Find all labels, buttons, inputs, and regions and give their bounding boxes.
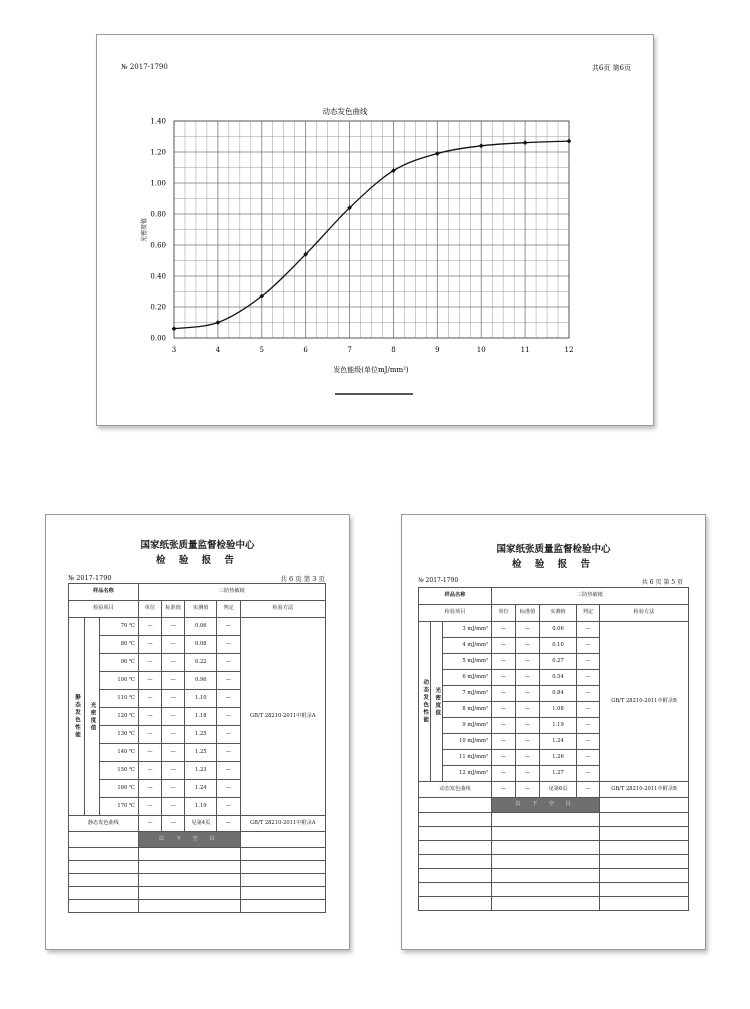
method-cell: GB/T 28210-2011中附录A xyxy=(240,618,325,816)
blank-cell xyxy=(492,897,600,911)
row-judge: — xyxy=(577,702,600,718)
header-item: 检验项目 xyxy=(69,601,139,618)
row-label: 8 mJ/mm² xyxy=(443,702,492,718)
data-point xyxy=(567,139,572,144)
x-tick-label: 6 xyxy=(303,346,308,354)
report-page-static xyxy=(45,514,350,950)
row-value: 1.19 xyxy=(540,718,577,734)
row-value: 1.25 xyxy=(185,726,217,744)
row-unit: — xyxy=(492,766,516,782)
row-unit: — xyxy=(138,762,161,780)
curve-row-value: 见第6页 xyxy=(540,782,577,798)
row-judge: — xyxy=(577,638,600,654)
end-marker: 以 下 空 白 xyxy=(492,798,600,813)
report-page-chart xyxy=(96,34,654,426)
row-value: 1.27 xyxy=(540,766,577,782)
row-std: — xyxy=(162,798,185,816)
footer-underline xyxy=(335,393,413,395)
row-label: 11 mJ/mm² xyxy=(443,750,492,766)
blank-cell xyxy=(138,900,240,913)
report-number: № 2017-1790 xyxy=(68,574,112,582)
x-tick-label: 8 xyxy=(391,346,396,354)
row-judge: — xyxy=(577,686,600,702)
header-std: 标准值 xyxy=(516,605,540,622)
row-unit: — xyxy=(492,702,516,718)
row-judge: — xyxy=(217,780,240,798)
header-judge: 判定 xyxy=(217,601,240,618)
blank-cell xyxy=(240,874,325,887)
row-value: 1.25 xyxy=(185,744,217,762)
blank-cell xyxy=(419,897,492,911)
row-unit: — xyxy=(138,708,161,726)
end-marker: 以 下 空 白 xyxy=(138,832,240,848)
blank-cell xyxy=(600,798,689,813)
row-label: 90 ℃ xyxy=(100,654,139,672)
blank-cell xyxy=(69,861,139,874)
row-unit: — xyxy=(138,672,161,690)
row-judge: — xyxy=(577,670,600,686)
row-label: 6 mJ/mm² xyxy=(443,670,492,686)
x-tick-label: 10 xyxy=(476,346,486,354)
row-label: 3 mJ/mm² xyxy=(443,622,492,638)
sample-value: 三防热敏纸 xyxy=(138,584,325,601)
row-judge: — xyxy=(577,654,600,670)
row-label: 5 mJ/mm² xyxy=(443,654,492,670)
blank-cell xyxy=(240,861,325,874)
x-tick-label: 4 xyxy=(215,346,221,354)
curve-row-std: — xyxy=(516,782,540,798)
row-judge: — xyxy=(577,718,600,734)
blank-cell xyxy=(600,855,689,869)
blank-cell xyxy=(138,874,240,887)
x-axis-label: 发色能级(单位mJ/mm²) xyxy=(333,366,409,374)
x-tick-label: 12 xyxy=(564,346,574,354)
report-page-dynamic xyxy=(401,514,706,950)
data-point xyxy=(172,326,177,331)
row-value: 1.19 xyxy=(185,798,217,816)
blank-cell xyxy=(138,887,240,900)
blank-cell xyxy=(419,855,492,869)
row-std: — xyxy=(516,734,540,750)
row-unit: — xyxy=(138,690,161,708)
row-unit: — xyxy=(138,726,161,744)
group-label: 静态发色性能 xyxy=(69,618,85,816)
row-label: 12 mJ/mm² xyxy=(443,766,492,782)
blank-cell xyxy=(600,869,689,883)
report-number: № 2017-1790 xyxy=(418,577,459,584)
header-unit: 单位 xyxy=(492,605,516,622)
page-info: 共6页 第6页 xyxy=(591,64,631,72)
blank-cell xyxy=(240,832,325,848)
row-std: — xyxy=(162,762,185,780)
row-std: — xyxy=(516,766,540,782)
row-value: 1.08 xyxy=(540,702,577,718)
y-tick-label: 0.60 xyxy=(150,241,166,250)
curve-row-std: — xyxy=(162,816,185,832)
row-std: — xyxy=(162,744,185,762)
row-value: 1.10 xyxy=(185,690,217,708)
curve-row-label: 静态发色曲线 xyxy=(69,816,139,832)
row-unit: — xyxy=(492,750,516,766)
report-number: № 2017-1790 xyxy=(121,63,168,71)
row-unit: — xyxy=(492,622,516,638)
page-info: 共 6 页 第 5 页 xyxy=(641,579,683,586)
row-label: 7 mJ/mm² xyxy=(443,686,492,702)
row-label: 120 ℃ xyxy=(100,708,139,726)
row-value: 0.06 xyxy=(540,622,577,638)
curve-row-method: GB/T 28210-2011中附录A xyxy=(240,816,325,832)
row-judge: — xyxy=(217,744,240,762)
row-judge: — xyxy=(217,672,240,690)
row-label: 10 mJ/mm² xyxy=(443,734,492,750)
blank-cell xyxy=(600,813,689,827)
row-unit: — xyxy=(492,638,516,654)
x-tick-label: 11 xyxy=(520,346,530,354)
blank-cell xyxy=(492,869,600,883)
row-std: — xyxy=(516,622,540,638)
blank-cell xyxy=(419,813,492,827)
row-judge: — xyxy=(577,622,600,638)
row-unit: — xyxy=(492,718,516,734)
sample-label: 样品名称 xyxy=(69,584,139,601)
row-std: — xyxy=(162,708,185,726)
row-value: 0.22 xyxy=(185,654,217,672)
x-tick-label: 7 xyxy=(347,346,352,354)
row-std: — xyxy=(516,750,540,766)
x-tick-label: 3 xyxy=(171,346,177,354)
org-title: 国家纸张质量监督检验中心 xyxy=(140,540,255,551)
row-value: 0.54 xyxy=(540,670,577,686)
row-unit: — xyxy=(138,780,161,798)
y-axis-label: 光密度值 xyxy=(141,217,148,243)
row-std: — xyxy=(516,686,540,702)
row-label: 160 ℃ xyxy=(100,780,139,798)
row-value: 0.06 xyxy=(185,618,217,636)
row-judge: — xyxy=(217,636,240,654)
row-value: 1.24 xyxy=(540,734,577,750)
blank-cell xyxy=(419,827,492,841)
row-judge: — xyxy=(577,734,600,750)
blank-cell xyxy=(419,798,492,813)
row-value: 0.08 xyxy=(185,636,217,654)
row-std: — xyxy=(516,654,540,670)
row-unit: — xyxy=(492,670,516,686)
row-unit: — xyxy=(138,798,161,816)
row-label: 4 mJ/mm² xyxy=(443,638,492,654)
blank-cell xyxy=(600,827,689,841)
blank-cell xyxy=(240,887,325,900)
blank-cell xyxy=(492,813,600,827)
report-title: 检 验 报 告 xyxy=(512,559,595,570)
sub-label: 光密度值 xyxy=(431,622,443,782)
row-std: — xyxy=(162,654,185,672)
header-item: 检验项目 xyxy=(419,605,492,622)
y-tick-label: 0.00 xyxy=(150,334,166,343)
row-judge: — xyxy=(217,654,240,672)
row-label: 170 ℃ xyxy=(100,798,139,816)
row-judge: — xyxy=(217,708,240,726)
row-label: 9 mJ/mm² xyxy=(443,718,492,734)
row-label: 140 ℃ xyxy=(100,744,139,762)
y-tick-label: 1.40 xyxy=(150,117,166,126)
y-tick-label: 1.20 xyxy=(150,148,166,157)
header-std: 标准值 xyxy=(162,601,185,618)
report-title: 检 验 报 告 xyxy=(156,555,239,566)
row-judge: — xyxy=(217,798,240,816)
row-std: — xyxy=(516,670,540,686)
row-unit: — xyxy=(138,654,161,672)
row-judge: — xyxy=(217,618,240,636)
row-std: — xyxy=(162,618,185,636)
x-tick-label: 9 xyxy=(435,346,440,354)
row-std: — xyxy=(516,718,540,734)
row-label: 130 ℃ xyxy=(100,726,139,744)
row-judge: — xyxy=(577,766,600,782)
blank-cell xyxy=(69,848,139,861)
row-unit: — xyxy=(492,686,516,702)
y-tick-label: 0.40 xyxy=(150,272,166,281)
row-value: 0.96 xyxy=(185,672,217,690)
page-info: 共 6 页 第 3 页 xyxy=(280,575,325,583)
sample-value: 三防热敏纸 xyxy=(492,588,689,605)
row-label: 150 ℃ xyxy=(100,762,139,780)
row-value: 0.10 xyxy=(540,638,577,654)
row-unit: — xyxy=(138,744,161,762)
blank-cell xyxy=(69,874,139,887)
curve-row-label: 动态发色曲线 xyxy=(419,782,492,798)
row-label: 110 ℃ xyxy=(100,690,139,708)
blank-cell xyxy=(69,900,139,913)
row-unit: — xyxy=(492,734,516,750)
row-judge: — xyxy=(577,750,600,766)
blank-cell xyxy=(69,887,139,900)
org-title: 国家纸张质量监督检验中心 xyxy=(496,544,611,555)
row-std: — xyxy=(516,702,540,718)
row-std: — xyxy=(162,780,185,798)
row-std: — xyxy=(162,636,185,654)
row-label: 70 ℃ xyxy=(100,618,139,636)
row-label: 80 ℃ xyxy=(100,636,139,654)
row-std: — xyxy=(162,672,185,690)
group-label: 动态发色性能 xyxy=(419,622,431,782)
row-value: 0.27 xyxy=(540,654,577,670)
header-measured: 实测值 xyxy=(540,605,577,622)
blank-cell xyxy=(240,848,325,861)
curve-row-method: GB/T 28210-2011中附录B xyxy=(600,782,689,798)
row-unit: — xyxy=(492,654,516,670)
x-tick-label: 5 xyxy=(259,346,265,354)
blank-cell xyxy=(419,883,492,897)
blank-cell xyxy=(138,848,240,861)
data-point xyxy=(479,143,484,148)
blank-cell xyxy=(492,841,600,855)
row-std: — xyxy=(162,690,185,708)
sample-label: 样品名称 xyxy=(419,588,492,605)
header-measured: 实测值 xyxy=(185,601,217,618)
blank-cell xyxy=(600,883,689,897)
data-point xyxy=(215,320,220,325)
row-judge: — xyxy=(217,690,240,708)
row-std: — xyxy=(516,638,540,654)
blank-cell xyxy=(240,900,325,913)
blank-cell xyxy=(492,827,600,841)
row-unit: — xyxy=(138,636,161,654)
method-cell: GB/T 28210-2011中附录B xyxy=(600,622,689,782)
y-tick-label: 0.80 xyxy=(150,210,166,219)
row-unit: — xyxy=(138,618,161,636)
row-value: 1.23 xyxy=(185,762,217,780)
blank-cell xyxy=(69,832,139,848)
blank-cell xyxy=(419,841,492,855)
row-value: 1.18 xyxy=(185,708,217,726)
row-label: 100 ℃ xyxy=(100,672,139,690)
curve-row-unit: — xyxy=(138,816,161,832)
blank-cell xyxy=(492,883,600,897)
data-point xyxy=(523,140,528,145)
y-tick-label: 0.20 xyxy=(150,303,166,312)
curve-row-unit: — xyxy=(492,782,516,798)
results-table xyxy=(418,587,689,911)
blank-cell xyxy=(600,897,689,911)
sub-label: 光密度值 xyxy=(84,618,100,816)
blank-cell xyxy=(492,855,600,869)
results-table xyxy=(68,583,326,913)
header-method: 检验方法 xyxy=(240,601,325,618)
chart-title: 动态发色曲线 xyxy=(322,107,368,116)
row-std: — xyxy=(162,726,185,744)
curve-row-judge: — xyxy=(217,816,240,832)
y-tick-label: 1.00 xyxy=(150,179,166,188)
header-judge: 判定 xyxy=(577,605,600,622)
header-method: 检验方法 xyxy=(600,605,689,622)
row-value: 1.24 xyxy=(185,780,217,798)
row-value: 0.84 xyxy=(540,686,577,702)
blank-cell xyxy=(419,869,492,883)
row-judge: — xyxy=(217,726,240,744)
blank-cell xyxy=(138,861,240,874)
row-judge: — xyxy=(217,762,240,780)
row-value: 1.26 xyxy=(540,750,577,766)
curve-row-value: 见第4页 xyxy=(185,816,217,832)
curve-row-judge: — xyxy=(577,782,600,798)
dynamic-color-chart xyxy=(97,35,653,425)
header-unit: 单位 xyxy=(138,601,161,618)
blank-cell xyxy=(600,841,689,855)
